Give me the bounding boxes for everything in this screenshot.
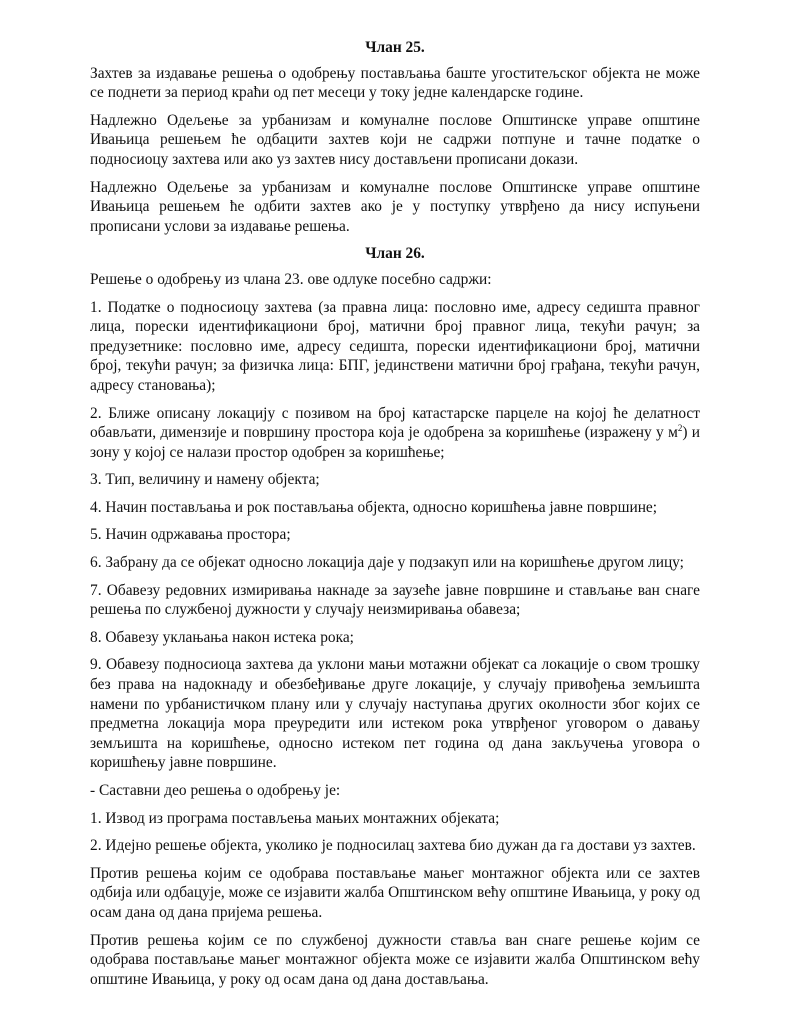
integral-part-item-2: 2. Идејно решење објекта, уколико је подносилац захтева био дужан да га достави уз захтев. [90,837,696,855]
document-page [90,38,700,997]
article-26-item-4: 4. Начин постављања и рок постављања објекта, односно коришћења јавне површине; [90,498,658,516]
article-25-heading: Члан 25. [365,39,425,56]
item-2-text-end: ) и зону у којој се налази простор одобрен за коришћење; [90,424,700,461]
article-25-paragraph-1: Захтев за издавање решења о одобрењу постављања баште угоститељског објекта не може се поднети за период краћи од пет месеци у току једне календарске године. [90,64,700,102]
article-26-item-8: 8. Обавезу уклањања након истека рока; [90,628,354,646]
article-25-paragraph-3: Надлежно Одељење за урбанизам и комуналне послове Општинске управе општине Ивањица решењем ће одбити захтев ако је у поступку утврђено да нису испуњени прописани услови за издавање решења. [90,178,700,235]
article-26-item-7: 7. Обавезу редовних измиривања накнаде за заузеће јавне површине и стављање ван снаге решења по службеној дужности у случају неизмиривања обавеза; [90,581,700,619]
article-26-item-6: 6. Забрану да се објекат односно локација даје у подзакуп или на коришћење другом лицу; [90,554,684,572]
item-2-text-start: 2. Ближе описану локацију с позивом на број катастарске парцеле на којој ће делатност обављати, димензије и површину простора која је одобрена за коришћење (изражену у м [90,404,700,442]
article-26-item-2 [90,404,700,463]
appeal-paragraph-1: Против решења којим се одобрава постављање мањег монтажног објекта или се захтев одбија или одбацује, може се изјавити жалба Општинском већу општине Ивањица, у року од осам дана од дана пријема решења. [90,864,700,921]
article-26-heading: Члан 26. [365,245,425,263]
article-26-intro: Решење о одобрењу из члана 23. ове одлуке посебно садржи: [90,270,492,288]
integral-part-item-1: 1. Извод из програма постављења мањих монтажних објеката; [90,809,500,827]
article-26-item-9: 9. Обавезу подносиоца захтева да уклони мањи мотажни објекат са локације о свом трошку без права на надокнаду и обезбеђивање друге локације, у случају привођења земљишта намени по урбанистичком плану или у случају наступања других околности због којих се предметна локација мора преуредити или истеком рока утврђеног уговором о давању земљишта на коришћење, односно истеком пет година од дана закључења уговора о коришћењу јавне површине. [90,656,700,772]
article-26-item-1: 1. Податке о подносиоцу захтева (за правна лица: пословно име, адресу седишта правног лица, порески идентификациони број, матични број правног лица, текући рачун; за предузетнике: пословно име, адресу седишта, порески идентификациони број, матични број, текући рачун; за физичка лица: БПГ, јединствени матични број грађана, текући рачун, адресу становања); [90,298,700,394]
article-26-item-3: 3. Тип, величину и намену објекта; [90,471,320,489]
article-26-item-5: 5. Начин одржавања простора; [90,526,291,544]
appeal-paragraph-2: Против решења којим се по службеној дужности ставља ван снаге решење којим се одобрава постављање мањег монтажног објекта може се изјавити жалба Општинском већу општине Ивањица, у року од осам дана од дана достављања. [90,931,700,988]
item-2-superscript: 2 [677,422,683,433]
article-25-paragraph-2: Надлежно Одељење за урбанизам и комуналне послове Општинске управе општине Ивањица решењем ће одбацити захтев који не садржи потпуне и тачне податке о подносиоцу захтева или ако уз захтев нису достављени прописани докази. [90,111,700,168]
integral-part-intro: - Саставни део решења о одобрењу је: [90,782,341,799]
